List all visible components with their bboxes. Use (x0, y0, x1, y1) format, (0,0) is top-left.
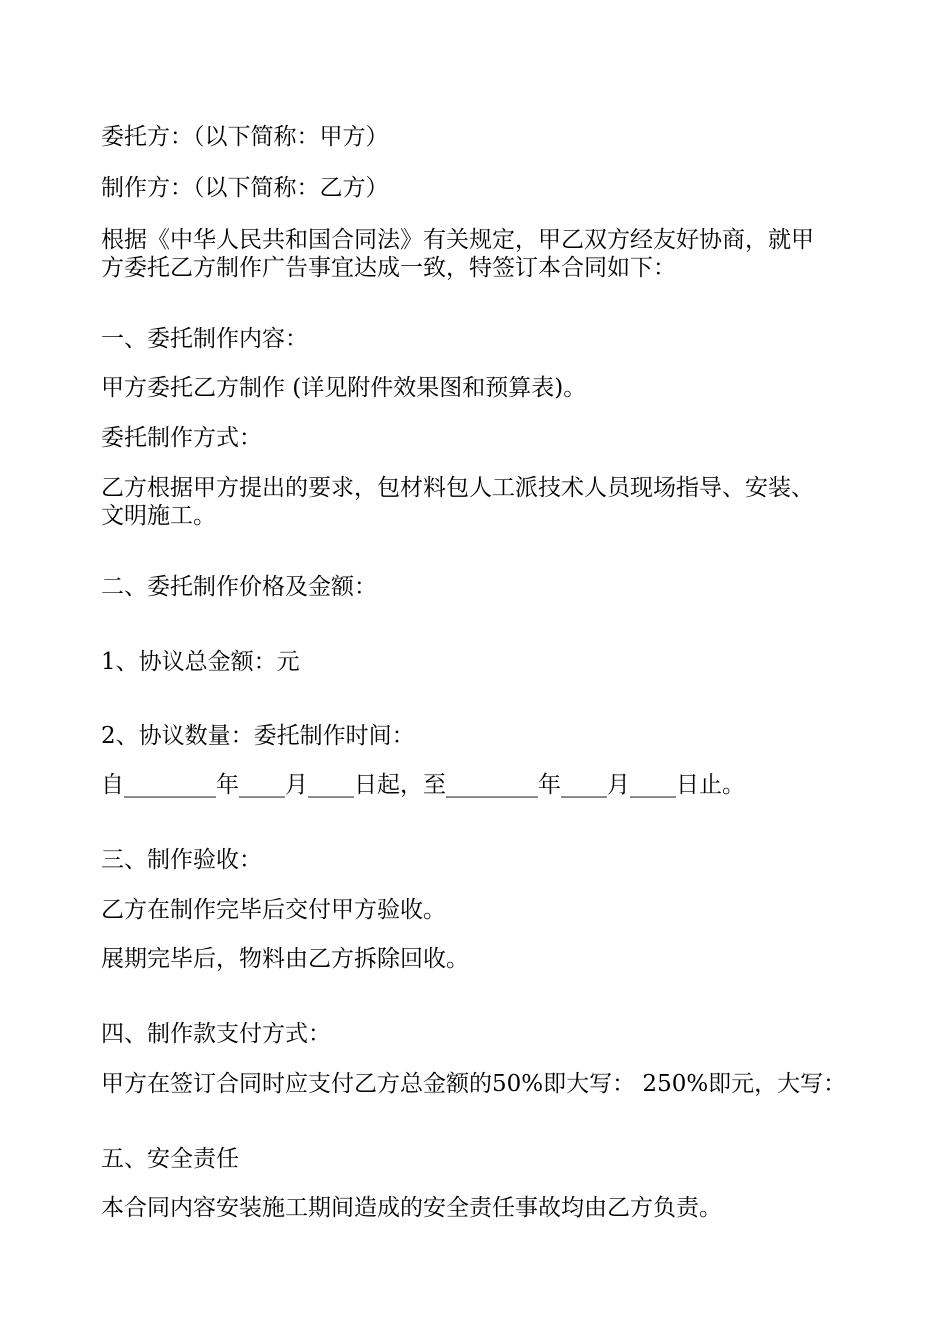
section-4-title: 四、制作款支付方式： (101, 1021, 331, 1047)
party-b-line: 制作方：（以下简称：乙方） (101, 175, 389, 201)
party-a-line: 委托方：（以下简称：甲方） (101, 124, 389, 150)
section-1-method-line-2: 文明施工。 (101, 503, 216, 529)
section-2-title: 二、委托制作价格及金额： (101, 574, 377, 600)
section-4-line-1: 甲方在签订合同时应支付乙方总金额的50%即大写： 250%即元，大写： (101, 1071, 847, 1097)
section-2-item-2: 2、协议数量：委托制作时间： (101, 723, 415, 749)
section-3-line-2: 展期完毕后，物料由乙方拆除回收。 (101, 946, 469, 972)
section-1-method-line-1: 乙方根据甲方提出的要求，包材料包人工派技术人员现场指导、安装、 (101, 475, 814, 501)
section-1-title: 一、委托制作内容： (101, 326, 308, 352)
section-1-method-title: 委托制作方式： (101, 425, 262, 451)
section-1-content: 甲方委托乙方制作 (详见附件效果图和预算表)。 (101, 375, 587, 401)
section-3-title: 三、制作验收： (101, 847, 262, 873)
section-2-item-1: 1、协议总金额：元 (101, 649, 300, 675)
section-5-line-1: 本合同内容安装施工期间造成的安全责任事故均由乙方负责。 (101, 1195, 722, 1221)
intro-line-1: 根据《中华人民共和国合同法》有关规定，甲乙双方经友好协商，就甲 (101, 227, 814, 253)
intro-line-2: 方委托乙方制作广告事宜达成一致，特签订本合同如下： (101, 255, 676, 281)
section-5-title: 五、安全责任 (101, 1146, 239, 1172)
section-2-dates: 自________年____月____日起，至________年____月____日止。 (101, 772, 745, 798)
section-3-line-1: 乙方在制作完毕后交付甲方验收。 (101, 897, 446, 923)
